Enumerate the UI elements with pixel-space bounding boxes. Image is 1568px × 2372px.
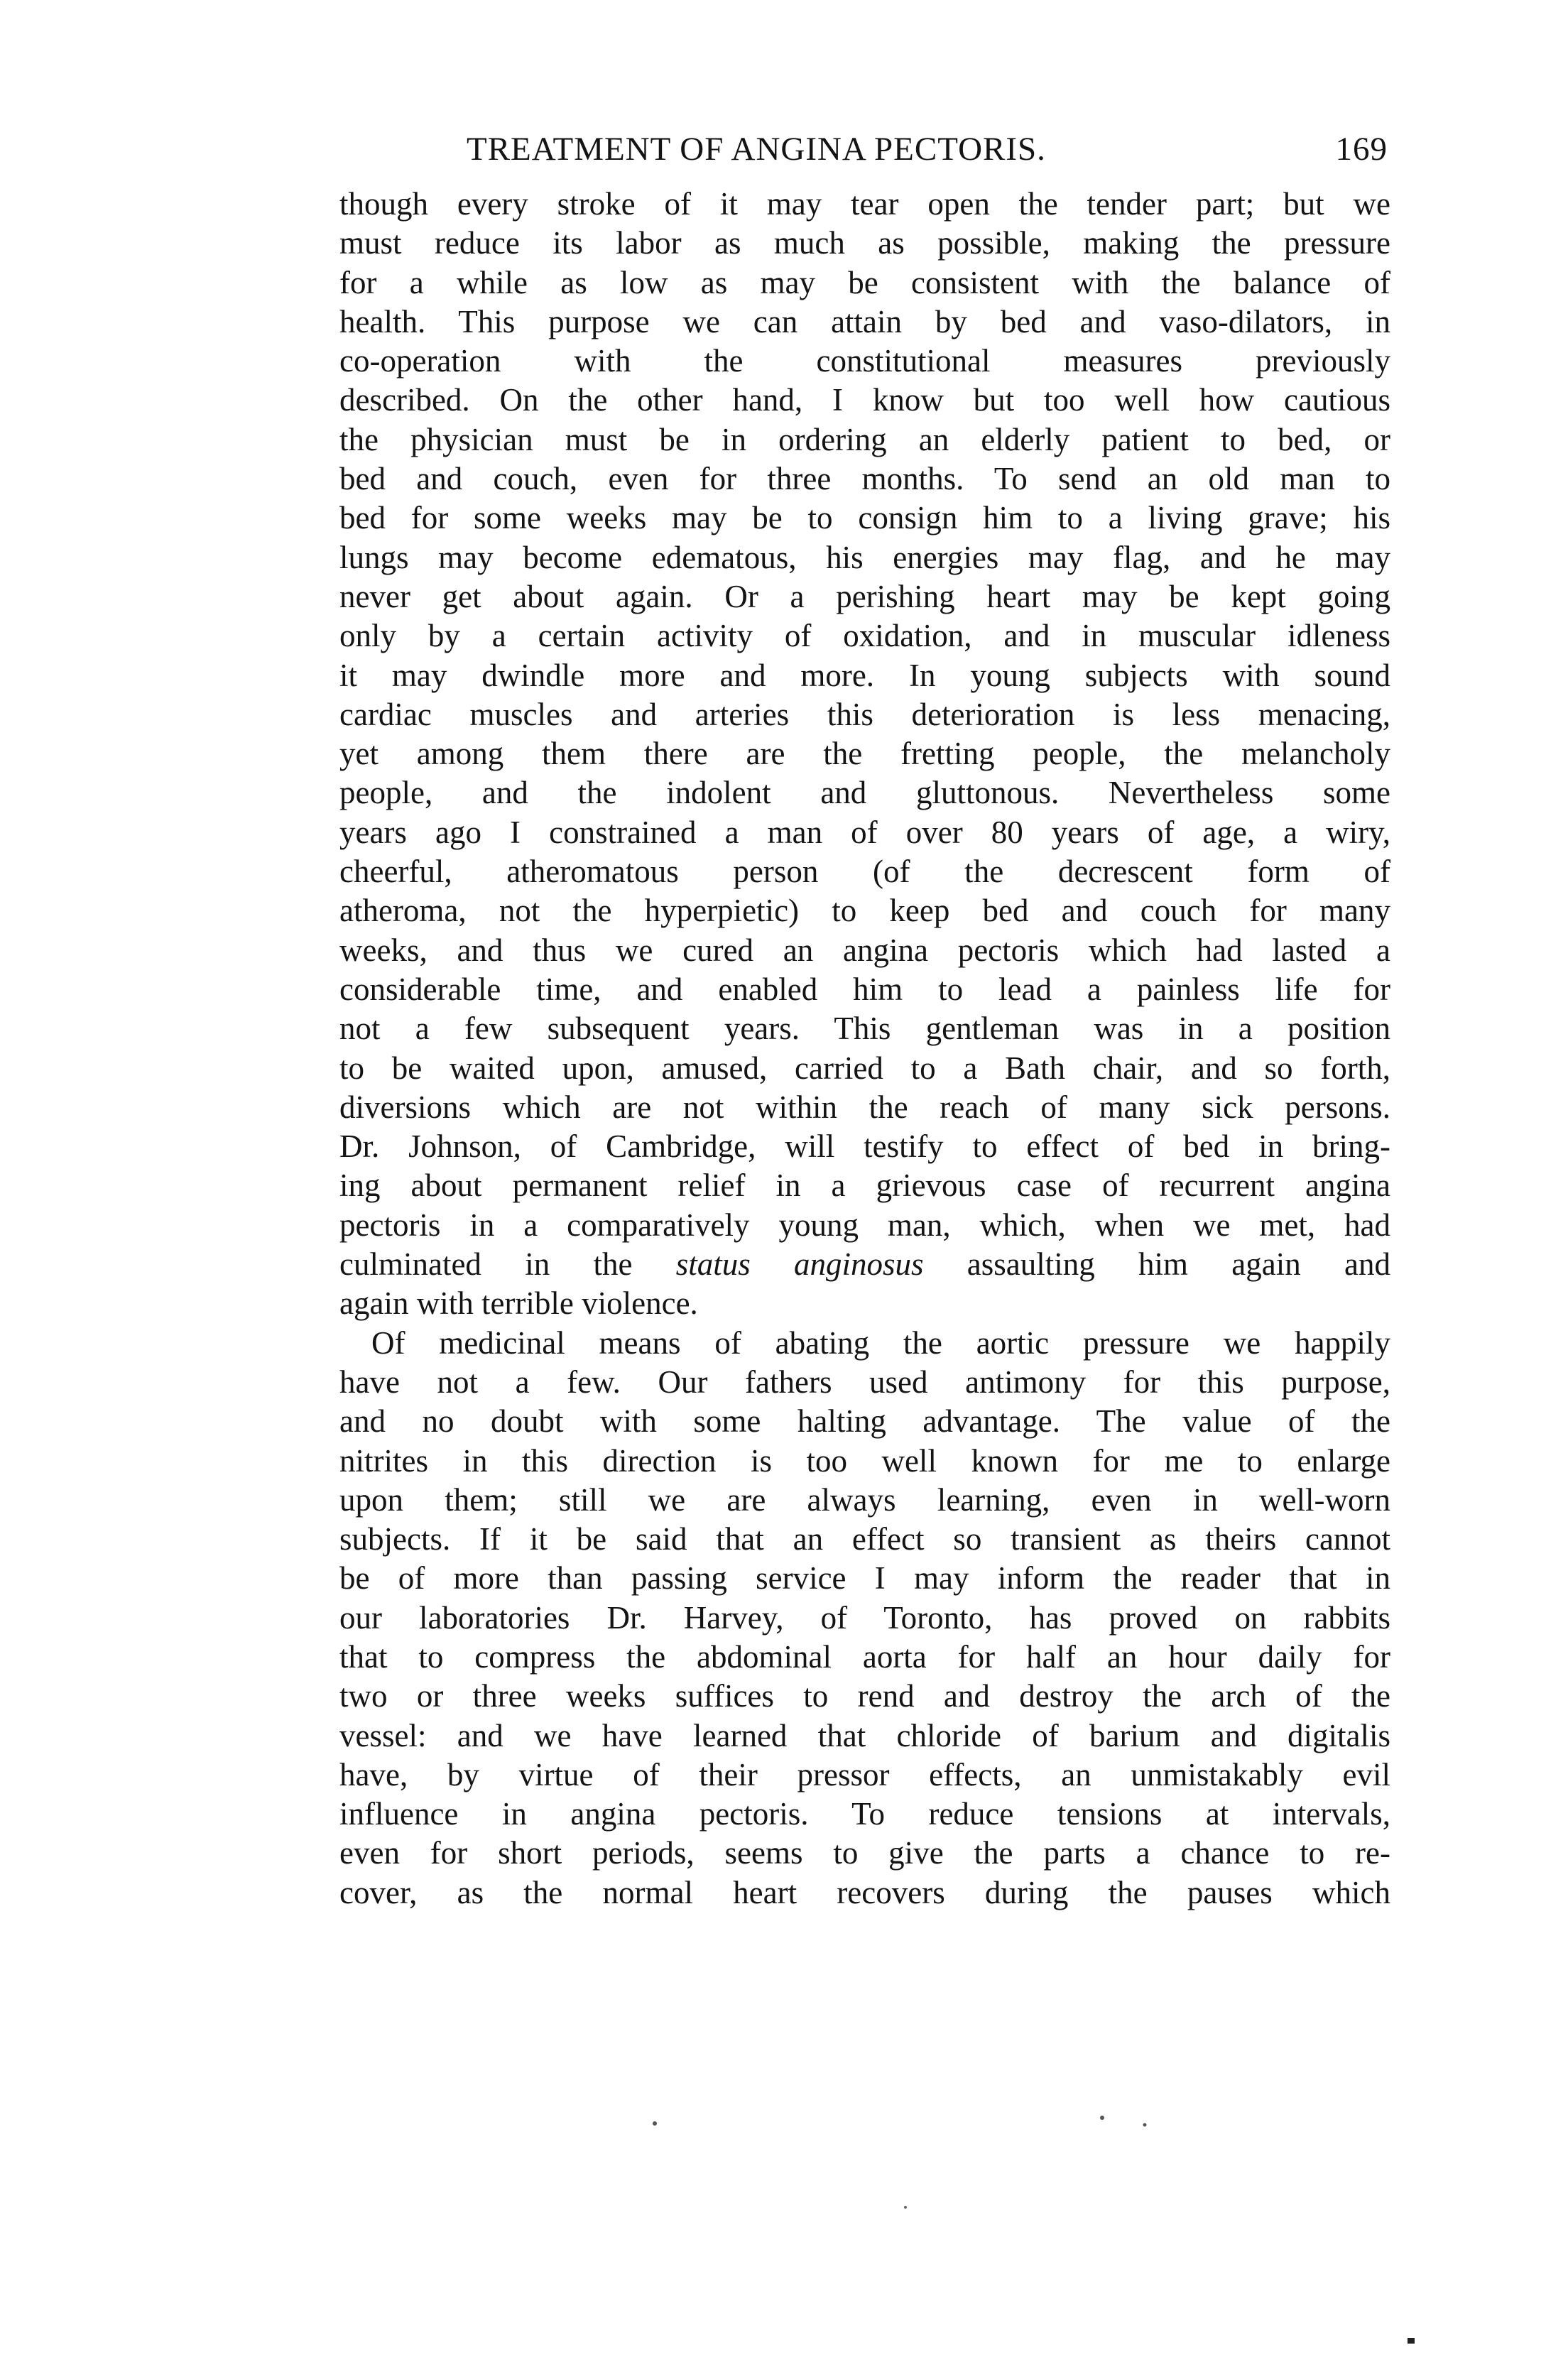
text-line: considerable time, and enabled him to lead a painless life for xyxy=(339,971,1390,1007)
line-text-after: assaulting him again and xyxy=(923,1246,1390,1283)
text-line: upon them; still we are always learning, even in well-worn xyxy=(339,1481,1390,1518)
text-line: bed for some weeks may be to consign him to a living grave; his xyxy=(339,500,1390,536)
text-line: health. This purpose we can attain by bed and vaso-dilators, in xyxy=(339,303,1390,339)
text-line: never get about again. Or a perishing heart may be kept going xyxy=(339,578,1390,614)
text-line: diversions which are not within the reach of many sick persons. xyxy=(339,1089,1390,1125)
text-line: not a few subsequent years. This gentleman was in a position xyxy=(339,1011,1390,1047)
speck xyxy=(653,2121,657,2126)
speck xyxy=(1408,2338,1415,2344)
text-line: cover, as the normal heart recovers during the pauses which xyxy=(339,1874,1390,1910)
speck xyxy=(904,2206,907,2209)
text-line: that to compress the abdominal aorta for half an hour daily for xyxy=(339,1638,1390,1675)
text-line: described. On the other hand, I know but too well how cautious xyxy=(339,382,1390,418)
text-line: for a while as low as may be consistent with the balance of xyxy=(339,264,1390,300)
running-title: TREATMENT OF ANGINA PECTORIS. xyxy=(467,131,1046,168)
text-line: the physician must be in ordering an elderly patient to bed, or xyxy=(339,421,1390,457)
text-line: years ago I constrained a man of over 80 years of age, a wiry, xyxy=(339,814,1390,850)
page-number: 169 xyxy=(1335,131,1388,168)
text-line: it may dwindle more and more. In young subjects with sound xyxy=(339,657,1390,693)
text-line: Of medicinal means of abating the aortic pressure we happily xyxy=(371,1324,1390,1361)
text-line: subjects. If it be said that an effect so transient as theirs cannot xyxy=(339,1521,1390,1557)
line-text-before: culminated in the xyxy=(339,1246,676,1283)
text-line: people, and the indolent and gluttonous. Nevertheless some xyxy=(339,775,1390,811)
text-line: pectoris in a comparatively young man, which, when we met, had xyxy=(339,1207,1390,1243)
text-line: only by a certain activity of oxidation, and in muscular idleness xyxy=(339,618,1390,654)
text-line: have, by virtue of their pressor effects, an unmistakably evil xyxy=(339,1756,1390,1792)
text-line: nitrites in this direction is too well known for me to enlarge xyxy=(339,1442,1390,1479)
text-line: influence in angina pectoris. To reduce tensions at intervals, xyxy=(339,1796,1390,1832)
text-line: cardiac muscles and arteries this deterioration is less menacing, xyxy=(339,696,1390,732)
text-line: atheroma, not the hyperpietic) to keep bed and couch for many xyxy=(339,893,1390,929)
text-line: Dr. Johnson, of Cambridge, will testify to effect of bed in bring- xyxy=(339,1128,1390,1165)
text-line: cheerful, atheromatous person (of the decrescent form of xyxy=(339,854,1390,890)
text-line: again with terrible violence. xyxy=(339,1285,698,1322)
text-line: must reduce its labor as much as possible, making the pressure xyxy=(339,225,1390,261)
text-line: even for short periods, seems to give the parts a chance to re- xyxy=(339,1835,1390,1871)
italic-term: status anginosus xyxy=(675,1246,924,1283)
text-line: ing about permanent relief in a grievous case of recurrent angina xyxy=(339,1168,1390,1204)
text-line: two or three weeks suffices to rend and destroy the arch of the xyxy=(339,1678,1390,1714)
text-line: to be waited upon, amused, carried to a Bath chair, and so forth, xyxy=(339,1050,1390,1086)
text-line: be of more than passing service I may inform the reader that in xyxy=(339,1560,1390,1596)
text-line: co-operation with the constitutional measures previously xyxy=(339,343,1390,379)
text-line: weeks, and thus we cured an angina pectoris which had lasted a xyxy=(339,932,1390,968)
text-line: vessel: and we have learned that chloride of barium and digitalis xyxy=(339,1717,1390,1753)
text-line: and no doubt with some halting advantage. The value of the xyxy=(339,1403,1390,1440)
text-line: lungs may become edematous, his energies may flag, and he may xyxy=(339,539,1390,575)
text-line: our laboratories Dr. Harvey, of Toronto, has proved on rabbits xyxy=(339,1599,1390,1636)
text-line: have not a few. Our fathers used antimony for this purpose, xyxy=(339,1364,1390,1400)
speck xyxy=(1100,2116,1104,2120)
speck xyxy=(1143,2123,1147,2127)
text-line: yet among them there are the fretting people, the melancholy xyxy=(339,736,1390,772)
text-line: bed and couch, even for three months. To send an old man to xyxy=(339,461,1390,497)
text-line: though every stroke of it may tear open the tender part; but we xyxy=(339,186,1390,222)
